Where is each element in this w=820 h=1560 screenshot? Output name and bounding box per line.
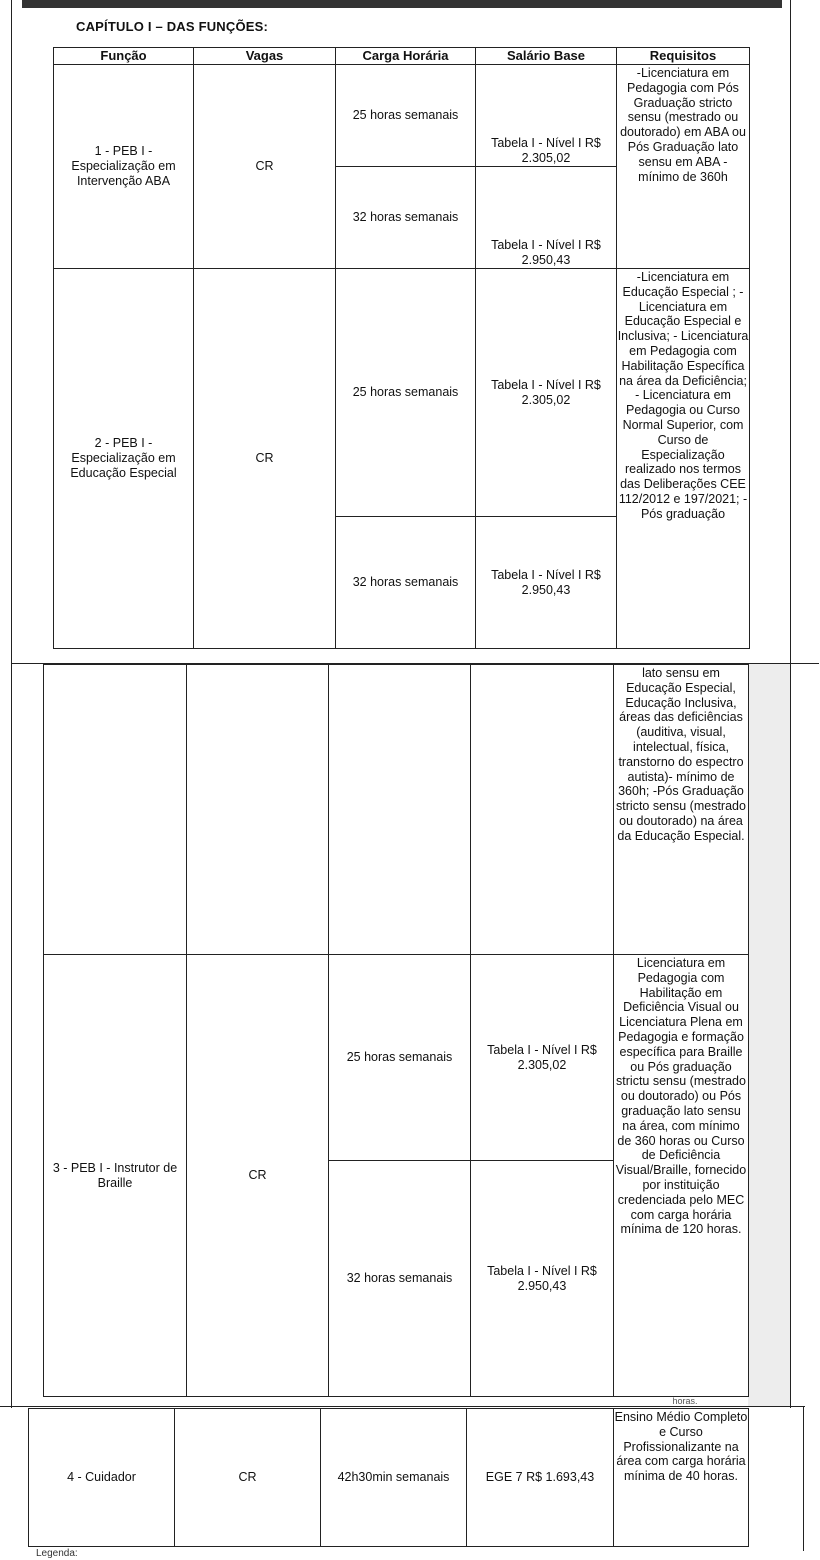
row2-cont-carga — [329, 665, 471, 955]
row3-carga-32: 32 horas semanais — [329, 1161, 471, 1397]
row4-funcao: 4 - Cuidador — [29, 1409, 175, 1547]
row1-salario-25: Tabela I - Nível I R$ 2.305,02 — [476, 65, 617, 167]
row4-carga: 42h30min semanais — [321, 1409, 467, 1547]
row1-carga-25: 25 horas semanais — [336, 65, 476, 167]
table-row — [54, 269, 750, 517]
row2-vagas: CR — [194, 269, 336, 649]
legend-label: Legenda: — [36, 1548, 78, 1559]
row1-vagas: CR — [194, 65, 336, 269]
row2-carga-25: 25 horas semanais — [336, 269, 476, 517]
table-row — [29, 1409, 749, 1547]
row1-requisitos: -Licenciatura em Pedagogia com Pós Graduação stricto sensu (mestrado ou doutorado) em ABA ou Pós Graduação lato sensu em ABA - mínimo de 360h — [617, 65, 750, 269]
functions-table-part-1 — [53, 47, 750, 649]
page-left-border — [11, 0, 12, 1408]
row3-carga-25: 25 horas semanais — [329, 955, 471, 1161]
table-row — [54, 65, 750, 167]
row4-requisitos: Ensino Médio Completo e Curso Profissionalizante na área com carga horária mínima de 40 horas. — [614, 1409, 749, 1547]
page-right-border — [803, 1406, 804, 1551]
row3-requisitos: Licenciatura em Pedagogia com Habilitação em Deficiência Visual ou Licenciatura Plena em Pedagogia e formação específica para Braille ou Pós graduação strictu sensu (mestrado ou doutorado) ou Pós graduação lato sensu na área, com mínimo de 360 horas ou Curso de Deficiência Visual/Braille, fornecido por instituição credenciada pelo MEC com carga horária mínima de 120 horas. — [614, 955, 749, 1397]
row3-salario-32: Tabela I - Nível I R$ 2.950,43 — [471, 1161, 614, 1397]
header-salario: Salário Base — [476, 48, 617, 65]
scan-section-divider — [0, 1406, 805, 1407]
row3-salario-25: Tabela I - Nível I R$ 2.305,02 — [471, 955, 614, 1161]
row2-funcao: 2 - PEB I - Especialização em Educação Especial — [54, 269, 194, 649]
table-row — [44, 665, 749, 955]
row2-cont-vagas — [187, 665, 329, 955]
chapter-title: CAPÍTULO I – DAS FUNÇÕES: — [76, 19, 269, 34]
row2-requisitos-part2: lato sensu em Educação Especial, Educação Inclusiva, áreas das deficiências (auditiva, visual, intelectual, física, transtorno do espectro autista)- mínimo de 360h; -Pós Graduação stricto sensu (mestrado ou doutorado) na área da Educação Especial. — [614, 665, 749, 955]
header-requisitos: Requisitos — [617, 48, 750, 65]
header-funcao: Função — [54, 48, 194, 65]
row4-vagas: CR — [175, 1409, 321, 1547]
functions-table-part-3 — [28, 1408, 749, 1547]
row2-cont-salario — [471, 665, 614, 955]
row2-carga-32: 32 horas semanais — [336, 517, 476, 649]
row2-requisitos-part1: -Licenciatura em Educação Especial ; -Licenciatura em Educação Especial e Inclusiva; - Licenciatura em Pedagogia com Habilitação Específica na área da Deficiência; - Licenciatura em Pedagogia ou Curso Normal Superior, com Curso de Especialização realizado nos termos das Deliberações CEE 112/2012 e 197/2021; - Pós graduação — [617, 269, 750, 649]
row2-salario-25: Tabela I - Nível I R$ 2.305,02 — [476, 269, 617, 517]
scan-top-border — [22, 0, 782, 8]
functions-table-part-2 — [43, 664, 749, 1397]
row4-salario: EGE 7 R$ 1.693,43 — [467, 1409, 614, 1547]
row3-funcao: 3 - PEB I - Instrutor de Braille — [44, 955, 187, 1397]
table-row — [44, 955, 749, 1161]
row3-vagas: CR — [187, 955, 329, 1397]
row2-cont-funcao — [44, 665, 187, 955]
row1-carga-32: 32 horas semanais — [336, 167, 476, 269]
cut-off-text: horas. — [672, 1396, 698, 1406]
row1-funcao: 1 - PEB I - Especialização em Intervenção ABA — [54, 65, 194, 269]
row2-salario-32: Tabela I - Nível I R$ 2.950,43 — [476, 517, 617, 649]
row1-salario-32: Tabela I - Nível I R$ 2.950,43 — [476, 167, 617, 269]
header-vagas: Vagas — [194, 48, 336, 65]
table-header-row — [54, 48, 750, 65]
page-right-border — [790, 0, 791, 1408]
header-carga: Carga Horária — [336, 48, 476, 65]
scan-gray-margin — [748, 664, 790, 1406]
